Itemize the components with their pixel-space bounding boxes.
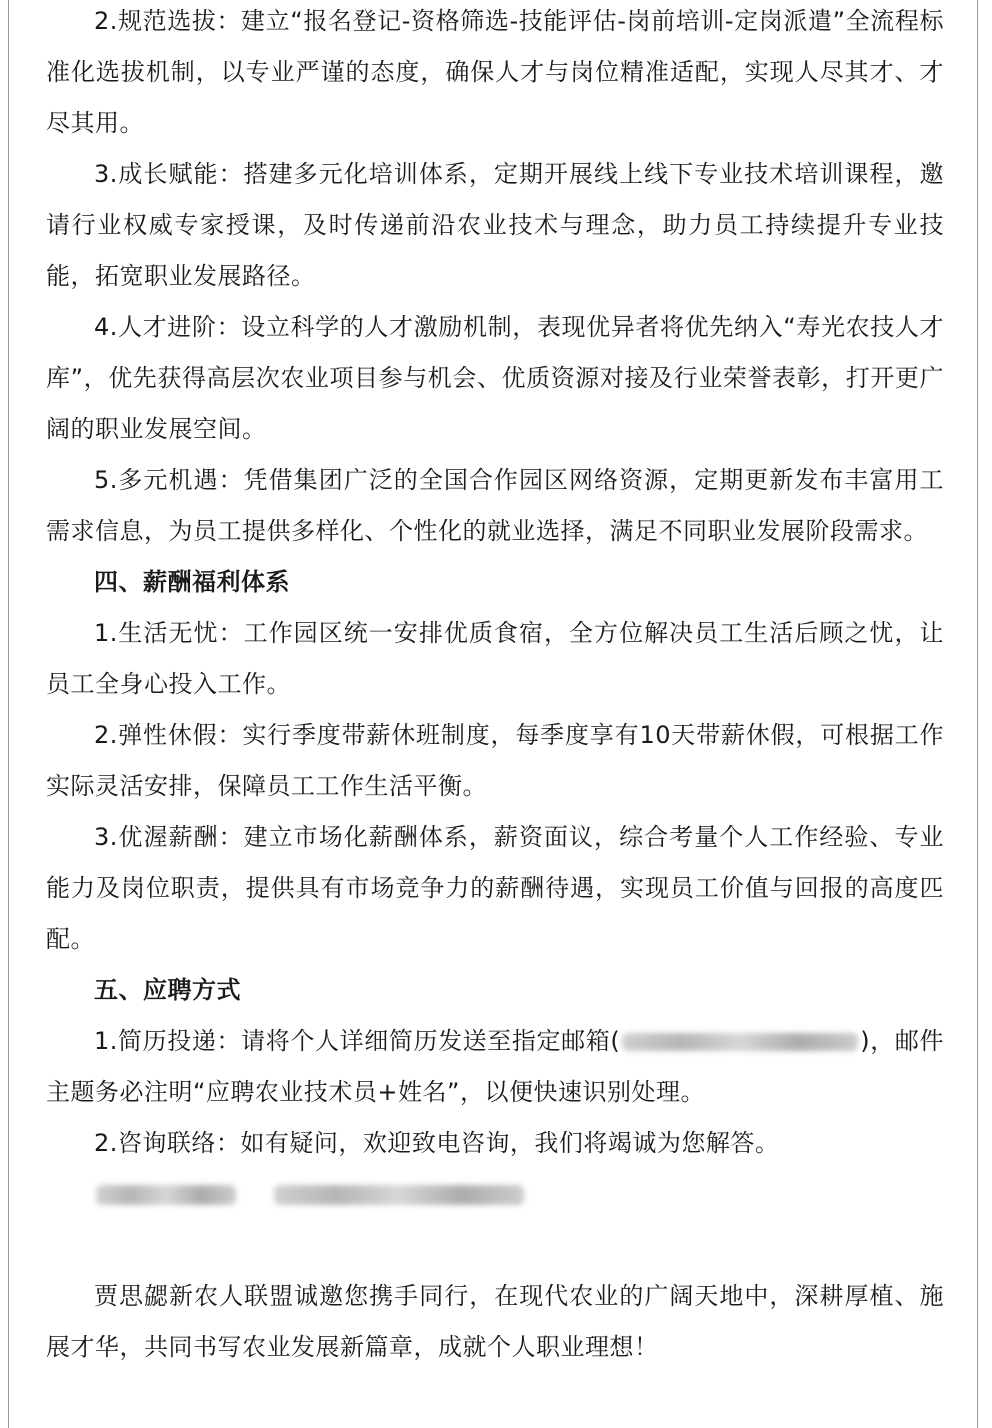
paragraph-consultation: 2.咨询联络：如有疑问，欢迎致电咨询，我们将竭诚为您解答。 — [94, 1129, 780, 1157]
paragraph-closing-invitation: 贾思勰新农人联盟诚邀您携手同行，在现代农业的广阔天地中，深耕厚植、施展才华，共同书写农业发展新篇章，成就个人职业理想！ — [46, 1282, 944, 1361]
redacted-contact-name — [96, 1185, 236, 1205]
paragraph-compensation: 3.优渥薪酬：建立市场化薪酬体系，薪资面议，综合考量个人工作经验、专业能力及岗位职责，提供具有市场竞争力的薪酬待遇，实现员工价值与回报的高度匹配。 — [46, 823, 944, 953]
paragraph-resume-submission — [46, 1016, 944, 1118]
resume-text-before: 1.简历投递：请将个人详细简历发送至指定邮箱( — [94, 1027, 621, 1055]
redacted-contact-info — [46, 1169, 944, 1220]
document-body — [46, 0, 944, 1373]
paragraph-flexible-leave: 2.弹性休假：实行季度带薪休班制度，每季度享有10天带薪休假，可根据工作实际灵活安排，保障员工工作生活平衡。 — [46, 721, 944, 800]
section-heading-compensation: 四、薪酬福利体系 — [94, 568, 290, 596]
redacted-email — [622, 1033, 858, 1051]
paragraph-living-support: 1.生活无忧：工作园区统一安排优质食宿，全方位解决员工生活后顾之忧，让员工全身心投入工作。 — [46, 619, 944, 698]
section-heading-application: 五、应聘方式 — [94, 976, 241, 1004]
redacted-contact-phone — [274, 1185, 524, 1205]
paragraph-growth-empowerment: 3.成长赋能：搭建多元化培训体系，定期开展线上线下专业技术培训课程，邀请行业权威专家授课，及时传递前沿农业技术与理念，助力员工持续提升专业技能，拓宽职业发展路径。 — [46, 160, 944, 290]
paragraph-selection-process: 2.规范选拔：建立“报名登记-资格筛选-技能评估-岗前培训-定岗派遣”全流程标准化选拔机制，以专业严谨的态度，确保人才与岗位精准适配，实现人尽其才、才尽其用。 — [46, 7, 944, 137]
blank-line — [46, 1220, 944, 1271]
paragraph-talent-advancement: 4.人才进阶：设立科学的人才激励机制，表现优异者将优先纳入“寿光农技人才库”，优先获得高层次农业项目参与机会、优质资源对接及行业荣誉表彰，打开更广阔的职业发展空间。 — [46, 313, 944, 443]
paragraph-diverse-opportunities: 5.多元机遇：凭借集团广泛的全国合作园区网络资源，定期更新发布丰富用工需求信息，为员工提供多样化、个性化的就业选择，满足不同职业发展阶段需求。 — [46, 466, 944, 545]
resume-text-after: )，邮件主题务必注明“应聘农业技术员+姓名”，以便快速识别处理。 — [46, 1027, 944, 1106]
